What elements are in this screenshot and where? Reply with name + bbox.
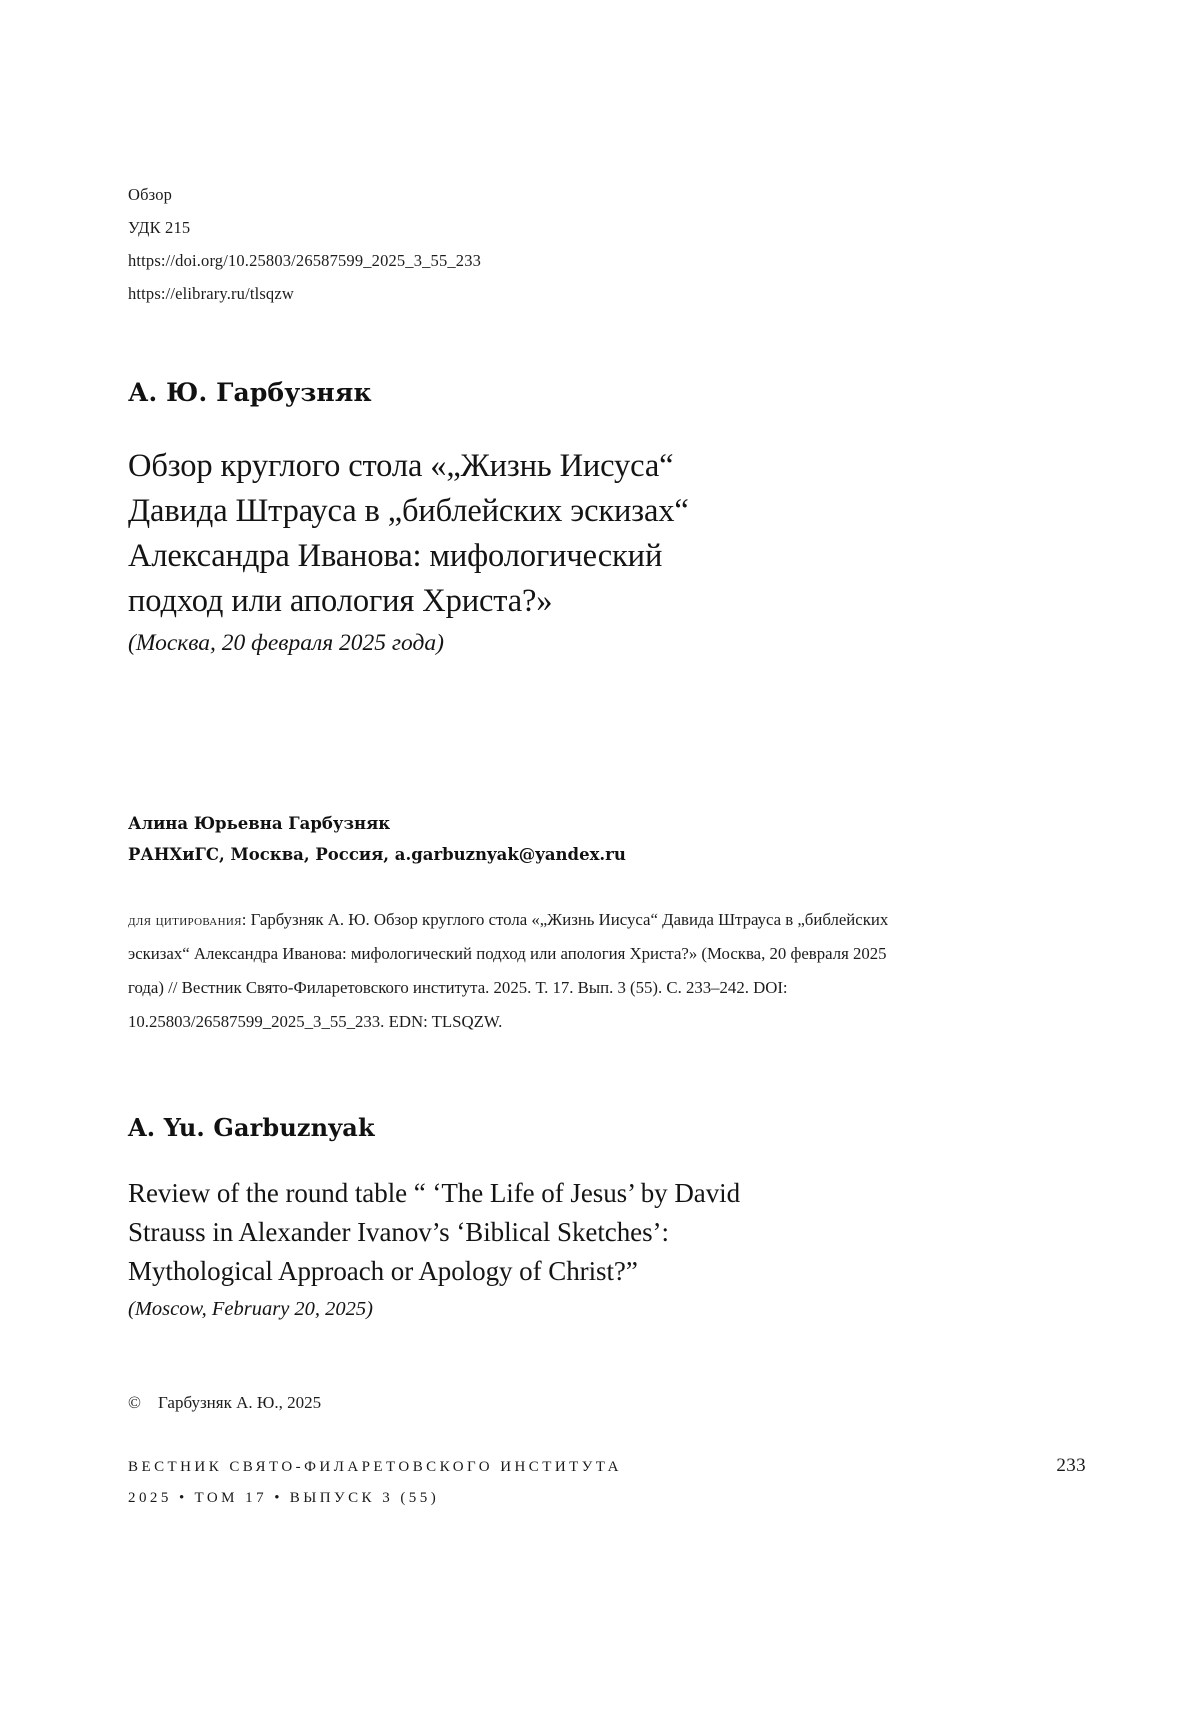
footer-issue: ВЫПУСК 3 (55) — [289, 1490, 440, 1506]
title-line: Обзор круглого стола «„Жизнь Иисуса“ — [128, 448, 674, 484]
title-line: подход или апология Христа?» — [128, 583, 553, 619]
title-line: Review of the round table “ ‘The Life of Jesus’ by David — [128, 1178, 741, 1208]
copyright-line — [128, 1393, 321, 1413]
copyright-text: Гарбузняк А. Ю., 2025 — [158, 1393, 322, 1412]
copyright-symbol: © — [128, 1393, 141, 1412]
title-line: Mythological Approach or Apology of Christ?” — [128, 1256, 638, 1286]
title-line: Александра Иванова: мифологический — [128, 538, 663, 574]
citation-block — [128, 903, 918, 1039]
footer-separator-dot: • — [179, 1490, 188, 1506]
author-fullname-ru: Алина Юрьевна Гарбузняк — [128, 814, 391, 833]
author-name-en: A. Yu. Garbuznyak — [128, 1113, 375, 1142]
article-title-ru — [128, 444, 918, 624]
doi-link[interactable]: https://doi.org/10.25803/26587599_2025_3_55_233 — [128, 251, 482, 270]
article-subtitle-ru: (Москва, 20 февраля 2025 года) — [128, 630, 444, 656]
author-name-ru: А. Ю. Гарбузняк — [128, 378, 372, 407]
footer-issue-info — [128, 1483, 1078, 1514]
article-type-label: Обзор — [128, 185, 173, 204]
article-title-en — [128, 1174, 918, 1291]
citation-text: : Гарбузняк А. Ю. Обзор круглого стола «„Жизнь Иисуса“ Давида Штрауса в „библейских эскизах“ Александра Иванова: мифологический подход или апология Христа?» (Москва, 20 февраля 2025 года) // Вестник Свято-Филаретовского института. 2025. Т. 17. Вып. 3 (55). С. 233–242. DOI: 10.25803/26587599_2025_3_55_233. EDN: TLSQZW. — [128, 910, 889, 1031]
udc-code: УДК 215 — [128, 218, 191, 237]
title-line: Strauss in Alexander Ivanov’s ‘Biblical Sketches’: — [128, 1217, 669, 1247]
author-affiliation-ru — [128, 808, 918, 870]
footer-year: 2025 — [128, 1490, 172, 1506]
citation-label: для цитирования — [128, 911, 242, 929]
affiliation-contact-ru: РАНХиГС, Москва, Россия, a.garbuznyak@yandex.ru — [128, 845, 626, 864]
article-front-matter — [128, 178, 918, 1324]
footer-volume: ТОМ 17 — [194, 1490, 268, 1506]
footer-journal-info — [128, 1452, 1078, 1514]
elibrary-link[interactable]: https://elibrary.ru/tlsqzw — [128, 284, 294, 303]
article-subtitle-en: (Moscow, February 20, 2025) — [128, 1298, 374, 1320]
footer-journal-name: ВЕСТНИК СВЯТО-ФИЛАРЕТОВСКОГО ИНСТИТУТА — [128, 1459, 622, 1475]
title-line: Давида Штрауса в „библейских эскизах“ — [128, 493, 689, 529]
page-number: 233 — [1056, 1455, 1086, 1476]
page-footer — [128, 1452, 1086, 1514]
footer-separator-dot: • — [274, 1490, 283, 1506]
metadata-block — [128, 178, 918, 310]
